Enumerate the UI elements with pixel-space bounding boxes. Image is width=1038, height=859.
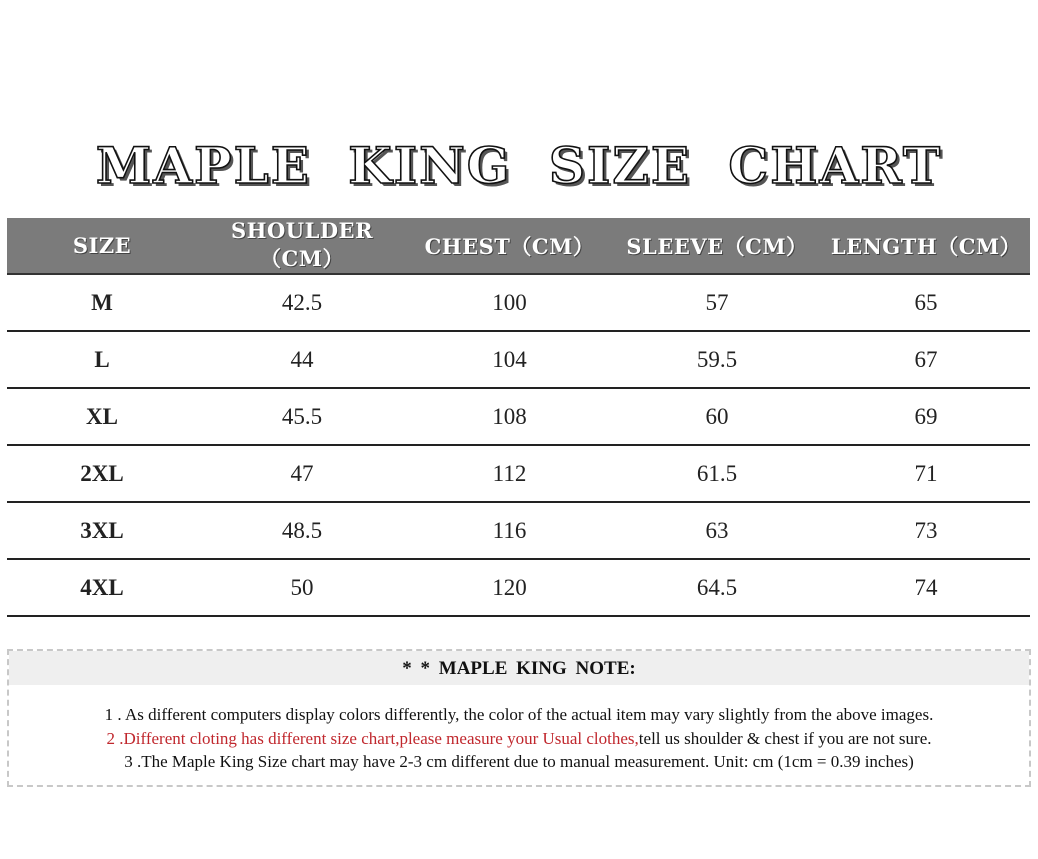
note-list xyxy=(9,703,1029,774)
table-row xyxy=(7,502,1030,559)
sleeve-cell: 60 xyxy=(612,388,822,445)
table-row xyxy=(7,331,1030,388)
page-title: MAPLE KING SIZE CHART xyxy=(95,136,943,195)
shoulder-cell: 42.5 xyxy=(197,274,407,331)
size-cell: 4XL xyxy=(7,559,197,616)
size-cell: XL xyxy=(7,388,197,445)
length-cell: 71 xyxy=(822,445,1030,502)
header-size: SIZE xyxy=(7,218,197,274)
sleeve-cell: 57 xyxy=(612,274,822,331)
sleeve-cell: 59.5 xyxy=(612,331,822,388)
sleeve-cell: 63 xyxy=(612,502,822,559)
table-row xyxy=(7,388,1030,445)
header-shoulder: SHOULDER（CM） xyxy=(197,218,407,274)
header-length: LENGTH（CM） xyxy=(822,218,1030,274)
header-chest: CHEST（CM） xyxy=(407,218,612,274)
note-header: * * MAPLE KING NOTE: xyxy=(9,651,1029,685)
shoulder-cell: 47 xyxy=(197,445,407,502)
length-cell: 73 xyxy=(822,502,1030,559)
note-line-2-rest: tell us shoulder & chest if you are not sure. xyxy=(638,728,932,748)
chest-cell: 116 xyxy=(407,502,612,559)
note-line-2 xyxy=(9,727,1029,751)
note-box xyxy=(7,649,1031,787)
shoulder-cell: 50 xyxy=(197,559,407,616)
chest-cell: 100 xyxy=(407,274,612,331)
note-line-3: 3 .The Maple King Size chart may have 2-3 cm different due to manual measurement. Unit: cm (1cm = 0.39 inches) xyxy=(124,752,914,771)
note-line-1: 1 . As different computers display colors differently, the color of the actual item may vary slightly from the above images. xyxy=(104,705,934,724)
length-cell: 67 xyxy=(822,331,1030,388)
note-line-2-prefix: 2 . xyxy=(106,728,124,748)
shoulder-cell: 48.5 xyxy=(197,502,407,559)
size-cell: L xyxy=(7,331,197,388)
length-cell: 69 xyxy=(822,388,1030,445)
chest-cell: 104 xyxy=(407,331,612,388)
length-cell: 74 xyxy=(822,559,1030,616)
length-cell: 65 xyxy=(822,274,1030,331)
table-row xyxy=(7,445,1030,502)
shoulder-cell: 45.5 xyxy=(197,388,407,445)
size-cell: 2XL xyxy=(7,445,197,502)
table-row xyxy=(7,559,1030,616)
chest-cell: 108 xyxy=(407,388,612,445)
note-line-2-highlight: Different cloting has different size chart,please measure your Usual clothes, xyxy=(123,728,639,748)
table-row xyxy=(7,274,1030,331)
size-chart-table xyxy=(7,218,1030,617)
chest-cell: 120 xyxy=(407,559,612,616)
sleeve-cell: 64.5 xyxy=(612,559,822,616)
table-header-row xyxy=(7,218,1030,274)
chest-cell: 112 xyxy=(407,445,612,502)
sleeve-cell: 61.5 xyxy=(612,445,822,502)
size-cell: 3XL xyxy=(7,502,197,559)
header-sleeve: SLEEVE（CM） xyxy=(612,218,822,274)
size-cell: M xyxy=(7,274,197,331)
shoulder-cell: 44 xyxy=(197,331,407,388)
